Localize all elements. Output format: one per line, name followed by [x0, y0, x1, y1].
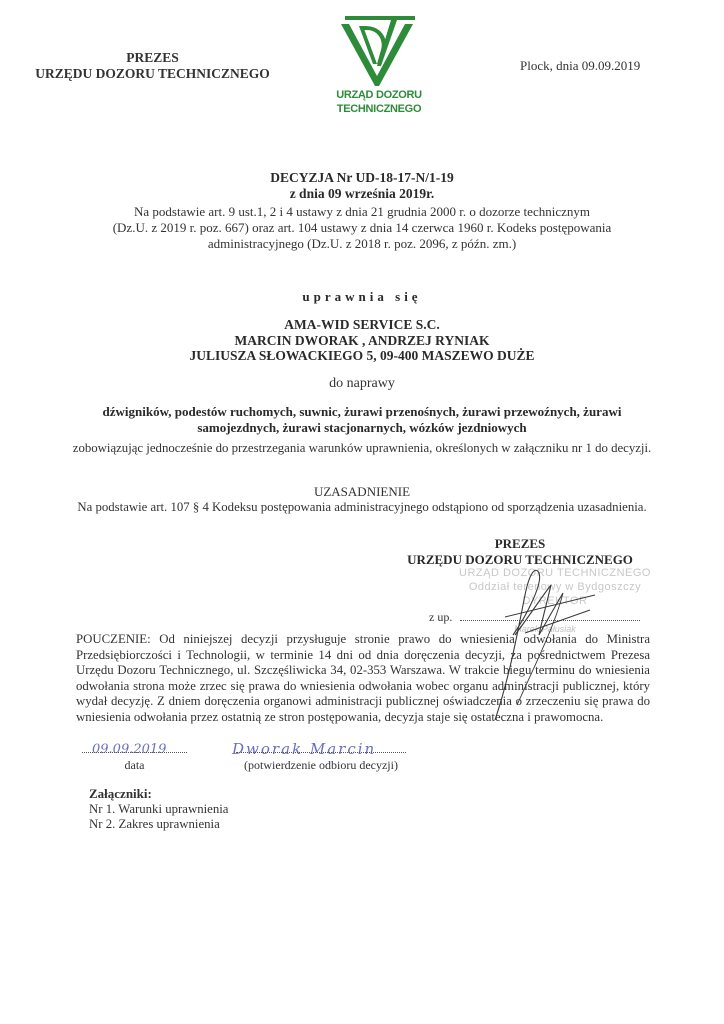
place-and-date: Plock, dnia 09.09.2019 — [520, 58, 641, 73]
entity-owners: MARCIN DWORAK , ANDRZEJ RYNIAK — [234, 332, 490, 348]
handwritten-signature: Dworak Marcin — [232, 740, 377, 758]
justification-heading: UZASADNIENIE — [313, 484, 411, 499]
issuer-header — [30, 50, 275, 82]
date-label: data — [124, 758, 145, 772]
legal-basis — [90, 204, 634, 252]
signatory-title — [400, 536, 640, 568]
justification-text: Na podstawie art. 107 § 4 Kodeksu postępowania administracyjnego odstąpiono od sporządzenia uzasadnienia. — [77, 500, 647, 514]
purpose: do naprawy — [329, 376, 395, 391]
stamp-signatory-name: Marek Pałusiak — [514, 624, 576, 634]
attachment-item: Nr 1. Warunki uprawnienia — [89, 801, 229, 816]
scope-of-authorization — [70, 404, 654, 435]
official-stamp — [440, 566, 670, 608]
receipt-label: (potwierdzenie odbioru decyzji) — [244, 758, 398, 772]
signature-dotted-line — [460, 612, 640, 621]
entity-address: JULIUSZA SŁOWACKIEGO 5, 09-400 MASZEWO DUŻE — [189, 348, 535, 363]
legal-basis-line: administracyjnego (Dz.U. z 2018 r. poz. 2096, z późn. zm.) — [207, 236, 517, 251]
issuer-office: URZĘDU DOZORU TECHNICZNEGO — [35, 66, 270, 81]
scope-line: samojezdnych, żurawi stacjonarnych, wózków jezdniowych — [197, 419, 527, 435]
decision-heading — [60, 170, 664, 202]
decision-date: z dnia 09 września 2019r. — [289, 186, 435, 201]
udt-logo-mark-icon — [337, 14, 421, 86]
issuer-title: PREZES — [126, 50, 179, 65]
legal-basis-line: (Dz.U. z 2019 r. poz. 667) oraz art. 104 ustawy z dnia 14 czerwca 1960 r. Kodeks postępowania — [112, 220, 612, 235]
entity-name: AMA-WID SERVICE S.C. — [284, 317, 440, 332]
authorization-phrase: uprawnia się — [302, 289, 422, 304]
obligation-text: zobowiązując jednocześnie do przestrzegania warunków uprawnienia, określonych w załączniku nr 1 do decyzji. — [72, 441, 652, 455]
appeal-instruction: POUCZENIE: Od niniejszej decyzji przysługuje stronie prawo do wniesienia odwołania do Ministra Przedsiębiorczości i Technologii, w terminie 14 dni od dnia doręczenia decyzji, za pośrednictwem Prezesa Urzędu Dozoru Technicznego, ul. Szczęśliwicka 34, 02-353 Warszawa. W trakcie biegu terminu do wniesienia odwołania strona może zrzec się prawa do wniesienia odwołania wobec organu administracji publicznej, który wydał decyzję. Z dniem doręczenia organowi administracji publicznej oświadczenia o zrzeczeniu się prawa do wniesienia odwołania przez ostatnią ze stron postępowania, decyzja staje się ostateczna i prawomocna. — [76, 632, 650, 724]
legal-basis-line: Na podstawie art. 9 ust.1, 2 i 4 ustawy z dnia 21 grudnia 2000 r. o dozorze technicznym — [134, 204, 590, 219]
signatory-title-line2: URZĘDU DOZORU TECHNICZNEGO — [407, 552, 633, 567]
date-dotted-line — [82, 752, 187, 753]
handwritten-date: 09.09.2019 — [92, 742, 167, 757]
attachment-item: Nr 2. Zakres uprawnienia — [89, 817, 220, 831]
stamp-line: URZĄD DOZORU TECHNICZNEGO — [459, 567, 651, 579]
receipt-dotted-line — [236, 752, 406, 753]
on-behalf-label: z up. — [429, 610, 453, 624]
logo-text-line2: TECHNICZNEGO — [336, 103, 422, 115]
stamp-line: Oddział terenowy w Bydgoszczy — [468, 581, 642, 593]
stamp-line: DYREKTOR — [522, 595, 588, 607]
decision-number: DECYZJA Nr UD-18-17-N/1-19 — [270, 170, 454, 185]
handwritten-date-icon — [90, 738, 182, 758]
authorized-entity — [60, 317, 664, 364]
logo-text — [330, 88, 428, 116]
attachments — [89, 786, 228, 833]
udt-logo — [330, 14, 428, 124]
scope-line: dźwigników, podestów ruchomych, suwnic, żurawi przenośnych, żurawi przewoźnych, żurawi — [102, 404, 622, 419]
signatory-title-line1: PREZES — [494, 536, 546, 551]
attachments-heading: Załączniki: — [89, 786, 152, 801]
logo-text-line1: URZĄD DOZORU — [336, 89, 422, 101]
recipient-signature-icon — [228, 736, 408, 760]
